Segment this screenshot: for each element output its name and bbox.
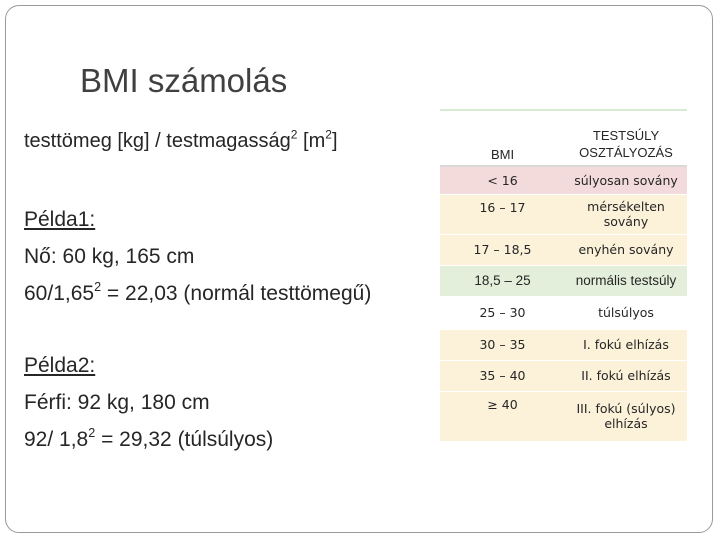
- bmi-range: < 16: [440, 166, 565, 194]
- example-1-result: = 22,03 (normál testtömegű): [101, 282, 372, 305]
- bmi-range: 17 – 18,5: [440, 234, 565, 265]
- bmi-range: 18,5 – 25: [440, 265, 565, 296]
- weight-class: normális testsúly: [565, 265, 687, 296]
- table-row: [440, 194, 687, 234]
- bmi-range: ≥ 40: [440, 391, 565, 441]
- example-2-calc: 92/ 1,8: [24, 428, 89, 451]
- formula-exponent-1: 2: [290, 127, 298, 142]
- bmi-range: 16 – 17: [440, 194, 565, 234]
- example-2-line1: Férfi: 92 kg, 180 cm: [24, 391, 210, 414]
- example-1-line2: [24, 275, 371, 312]
- example-2-heading: Példa2:: [24, 354, 96, 377]
- example-2-exponent: 2: [88, 426, 96, 441]
- example-2-line2: [24, 421, 273, 458]
- weight-class: I. fokú elhízás: [565, 329, 687, 360]
- example-1: [24, 201, 371, 312]
- weight-class: II. fokú elhízás: [565, 360, 687, 391]
- weight-class: enyhén sovány: [565, 234, 687, 265]
- table-row: [440, 391, 687, 441]
- bmi-classification-table: [440, 109, 687, 442]
- table-row: [440, 360, 687, 391]
- formula-part2: [m: [297, 130, 326, 152]
- weight-class: mérsékelten sovány: [565, 194, 687, 234]
- bmi-range: 25 – 30: [440, 296, 565, 329]
- example-1-calc: 60/1,65: [24, 282, 95, 305]
- table-row: [440, 166, 687, 194]
- header-classification: TESTSÚLY OSZTÁLYOZÁS: [565, 110, 687, 166]
- bmi-range: 30 – 35: [440, 329, 565, 360]
- formula-exponent-2: 2: [325, 127, 332, 142]
- example-2-result: = 29,32 (túlsúlyos): [95, 428, 274, 451]
- header-bmi: BMI: [440, 110, 565, 166]
- example-1-line1: Nő: 60 kg, 165 cm: [24, 245, 195, 268]
- example-1-exponent: 2: [94, 280, 102, 295]
- weight-class: túlsúlyos: [565, 296, 687, 329]
- table-header-row: [440, 110, 687, 166]
- table-row: [440, 296, 687, 329]
- weight-class: III. fokú (súlyos) elhízás: [565, 391, 687, 441]
- formula-part3: ]: [331, 130, 338, 152]
- weight-class: súlyosan sovány: [565, 166, 687, 194]
- table-row: [440, 329, 687, 360]
- bmi-formula: [24, 127, 338, 153]
- table-row: [440, 234, 687, 265]
- table-row: [440, 265, 687, 296]
- page-title: BMI számolás: [80, 62, 288, 99]
- bmi-range: 35 – 40: [440, 360, 565, 391]
- formula-part1: testtömeg [kg] / testmagasság: [24, 130, 291, 152]
- example-1-heading: Példa1:: [24, 208, 96, 231]
- example-2: [24, 347, 273, 458]
